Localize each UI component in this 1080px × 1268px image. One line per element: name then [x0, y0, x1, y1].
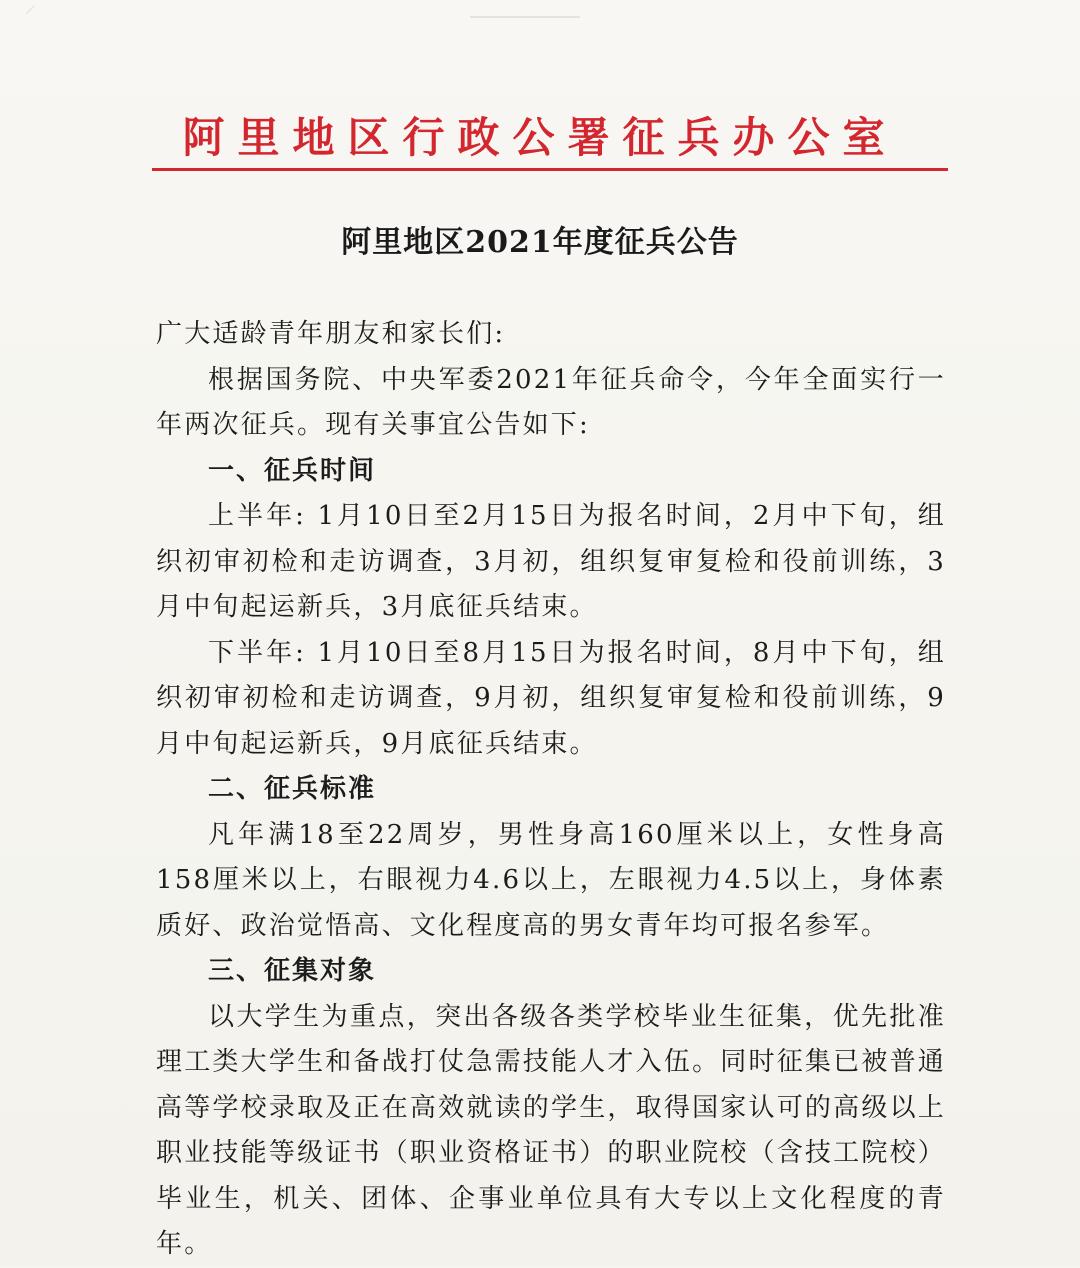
scan-artifact [470, 16, 580, 26]
targets-paragraph: 以大学生为重点，突出各级各类学校毕业生征集，优先批准理工类大学生和备战打仗急需技能人才入伍。同时征集已被普通高等学校录取及正在高效就读的学生，取得国家认可的高级以上职业技能等级证书（职业资格证书）的职业院校（含技工院校）毕业生，机关、团体、企事业单位具有大专以上文化程度的青年。 [156, 1001, 946, 1259]
second-half-paragraph: 下半年: 1月10日至8月15日为报名时间，8月中下旬，组织初审初检和走访调查，9月初，组织复审复检和役前训练，9月中旬起运新兵，9月底征兵结束。 [156, 637, 946, 759]
header-red-rule [152, 168, 948, 171]
intro-paragraph: 根据国务院、中央军委2021年征兵命令，今年全面实行一年两次征兵。现有关事宜公告如下: [156, 364, 946, 440]
section-heading-targets: 三、征集对象 [208, 956, 377, 986]
document-body [156, 312, 946, 1268]
standard-paragraph: 凡年满18至22周岁，男性身高160厘米以上，女性身高158厘米以上，右眼视力4.6以上，左眼视力4.5以上，身体素质好、政治觉悟高、文化程度高的男女青年均可报名参军。 [156, 819, 946, 941]
scan-artifact [26, 5, 44, 23]
section-heading-standard: 二、征兵标准 [208, 774, 377, 804]
agency-header: 阿里地区行政公署征兵办公室 [182, 113, 898, 162]
first-half-paragraph: 上半年: 1月10日至2月15日为报名时间，2月中下旬，组织初审初检和走访调查，3月初，组织复审复检和役前训练，3月中旬起运新兵，3月底征兵结束。 [156, 501, 946, 622]
salutation: 广大适龄青年朋友和家长们: [156, 319, 506, 349]
document-title: 阿里地区2021年度征兵公告 [341, 225, 739, 260]
section-heading-time: 一、征兵时间 [208, 455, 377, 486]
